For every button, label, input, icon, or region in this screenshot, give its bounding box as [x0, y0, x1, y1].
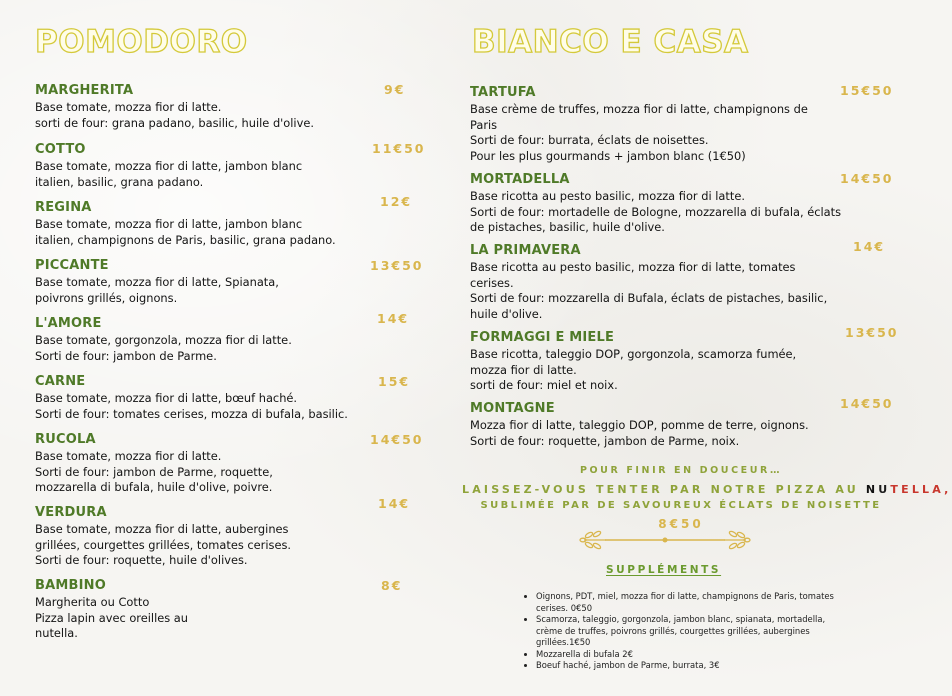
price-carne: 15€: [378, 374, 411, 389]
item-description: [470, 189, 841, 236]
price-verdura: 14€: [378, 496, 411, 511]
description-line: Sorti de four: jambon de Parme.: [35, 348, 217, 363]
description-line: Sorti de four: mozzarella di Bufala, éclats de pistaches, basilic,: [470, 291, 828, 305]
supplement-item: • Scamorza, taleggio, gorgonzola, jambon blanc, spianata, mortadella, crème de truffes, poivrons grillés, courgettes grillées, aubergines grillées.1€50: [536, 614, 836, 649]
item-name: MARGHERITA: [35, 83, 134, 98]
menu-item-rucola: [35, 432, 273, 496]
description-line: Sorti de four: tomates cerises, mozza di bufala, basilic.: [35, 406, 348, 421]
menu-item-verdura: [35, 505, 291, 569]
item-name: FORMAGGI E MIELE: [470, 330, 615, 345]
item-name: RUCOLA: [35, 432, 96, 447]
item-description: [470, 347, 796, 394]
item-name: L'AMORE: [35, 316, 102, 331]
description-line: italien, basilic, grana padano.: [35, 174, 204, 189]
supplement-item: • Mozzarella di bufala 2€: [536, 649, 836, 661]
description-line: cerises.: [470, 275, 514, 290]
menu-item-mortadella: [470, 172, 841, 236]
supplement-item: • Oignons, PDT, miel, mozza fior di latte, champignons de Paris, tomates cerises. 0€50: [536, 591, 836, 614]
description-line: mozzarella di bufala, huile d'olive, poivre.: [35, 480, 273, 494]
description-line: nutella.: [35, 626, 78, 640]
dessert-price: 8€50: [658, 517, 704, 531]
description-line: Sorti de four: jambon de Parme, roquette,: [35, 464, 273, 479]
description-line: Mozza fior di latte, taleggio DOP, pomme de terre, oignons.: [470, 418, 809, 432]
price-la-primavera: 14€: [853, 239, 886, 254]
description-line: Pizza lapin avec oreilles au: [35, 610, 189, 625]
price-lamore: 14€: [377, 311, 410, 326]
description-line: Sorti de four: roquette, huile d'olives.: [35, 553, 248, 567]
bianco-title: BIANCO E CASA: [472, 24, 749, 60]
item-description: [35, 449, 273, 496]
description-line: Paris: [470, 117, 498, 132]
menu-item-lamore: [35, 316, 292, 364]
dessert-line-text: LAISSEZ-VOUS TENTER PAR NOTRE PIZZA AU: [462, 483, 866, 496]
supplement-item: • Boeuf haché, jambon de Parme, burrata, 3€: [536, 660, 836, 672]
item-name: MORTADELLA: [470, 172, 570, 187]
description-line: grillées, courgettes grillées, tomates cerises.: [35, 537, 292, 552]
menu-item-formaggi-e-miele: [470, 330, 796, 394]
pomodoro-title: POMODORO: [35, 24, 248, 60]
item-description: [470, 418, 809, 449]
menu-item-margherita: [35, 83, 314, 131]
price-formaggi-e-miele: 13€50: [845, 325, 899, 340]
description-line: poivrons grillés, oignons.: [35, 290, 178, 305]
item-description: [35, 275, 279, 306]
description-line: Base ricotta au pesto basilic, mozza fior di latte, tomates: [470, 260, 796, 274]
price-mortadella: 14€50: [840, 171, 894, 186]
description-line: Base tomate, mozza fior di latte.: [35, 100, 222, 114]
dessert-intro: POUR FINIR EN DOUCEUR…: [579, 465, 783, 476]
item-name: CARNE: [35, 374, 86, 389]
item-name: BAMBINO: [35, 578, 106, 593]
price-regina: 12€: [380, 194, 413, 209]
menu-item-carne: [35, 374, 348, 422]
description-line: Base ricotta au pesto basilic, mozza fior di latte.: [470, 189, 745, 203]
description-line: de pistaches, basilic, huile d'olive.: [470, 220, 665, 234]
item-description: [470, 102, 808, 164]
item-name: VERDURA: [35, 505, 107, 520]
description-line: italien, champignons de Paris, basilic, grana padano.: [35, 232, 336, 247]
item-name: TARTUFA: [470, 85, 536, 100]
description-line: Base tomate, gorgonzola, mozza fior di latte.: [35, 333, 292, 347]
price-piccante: 13€50: [370, 258, 424, 273]
item-description: [35, 333, 292, 364]
nutella-letter-u: U: [878, 483, 891, 496]
price-margherita: 9€: [384, 82, 406, 97]
item-description: [35, 159, 302, 190]
menu-item-piccante: [35, 258, 279, 306]
menu-item-regina: [35, 200, 336, 248]
dessert-subtitle: SUBLIMÉE PAR DE SAVOUREUX ÉCLATS DE NOISETTE: [480, 500, 882, 511]
description-line: sorti de four: grana padano, basilic, huile d'olive.: [35, 115, 314, 130]
description-line: sorti de four: miel et noix.: [470, 378, 618, 392]
price-tartufa: 15€50: [840, 83, 894, 98]
price-rucola: 14€50: [370, 432, 424, 447]
description-line: Base crème de truffes, mozza fior di latte, champignons de: [470, 102, 808, 116]
description-line: Base tomate, mozza fior di latte.: [35, 449, 222, 463]
description-line: Sorti de four: roquette, jambon de Parme, noix.: [470, 433, 740, 448]
item-description: [35, 100, 314, 131]
item-description: [35, 217, 336, 248]
item-name: COTTO: [35, 142, 86, 157]
menu-item-la-primavera: [470, 243, 827, 322]
item-description: [470, 260, 827, 322]
item-description: [35, 391, 348, 422]
description-line: huile d'olive.: [470, 306, 543, 321]
menu-item-tartufa: [470, 85, 808, 164]
item-name: MONTAGNE: [470, 401, 555, 416]
price-bambino: 8€: [381, 578, 403, 593]
menu-item-montagne: [470, 401, 809, 449]
laurel-divider-icon: [580, 528, 750, 552]
price-montagne: 14€50: [840, 396, 894, 411]
nutella-letter-n: N: [865, 483, 879, 496]
menu-item-cotto: [35, 142, 302, 190]
item-description: [35, 522, 291, 569]
item-description: [35, 595, 188, 642]
price-cotto: 11€50: [372, 141, 426, 156]
description-line: Base tomate, mozza fior di latte, jambon blanc: [35, 217, 303, 231]
description-line: Base ricotta, taleggio DOP, gorgonzola, scamorza fumée,: [470, 347, 797, 361]
dessert-nutella-line: [462, 483, 952, 496]
nutella-rest: TELLA,: [890, 483, 952, 496]
description-line: Pour les plus gourmands + jambon blanc (1€50): [470, 148, 746, 163]
description-line: mozza fior di latte.: [470, 362, 577, 377]
description-line: Base tomate, mozza fior di latte, jambon blanc: [35, 159, 303, 173]
item-name: LA PRIMAVERA: [470, 243, 581, 258]
menu-item-bambino: [35, 578, 188, 642]
item-name: REGINA: [35, 200, 92, 215]
description-line: Base tomate, mozza fior di latte, Spianata,: [35, 275, 279, 289]
description-line: Base tomate, mozza fior di latte, aubergines: [35, 522, 289, 536]
supplements-list: [520, 591, 836, 672]
description-line: Margherita ou Cotto: [35, 595, 150, 609]
description-line: Sorti de four: mortadelle de Bologne, mozzarella di bufala, éclats: [470, 204, 842, 219]
description-line: Base tomate, mozza fior di latte, bœuf haché.: [35, 391, 298, 405]
description-line: Sorti de four: burrata, éclats de noisettes.: [470, 133, 709, 147]
supplements-title: SUPPLÉMENTS: [606, 564, 722, 576]
item-name: PICCANTE: [35, 258, 109, 273]
